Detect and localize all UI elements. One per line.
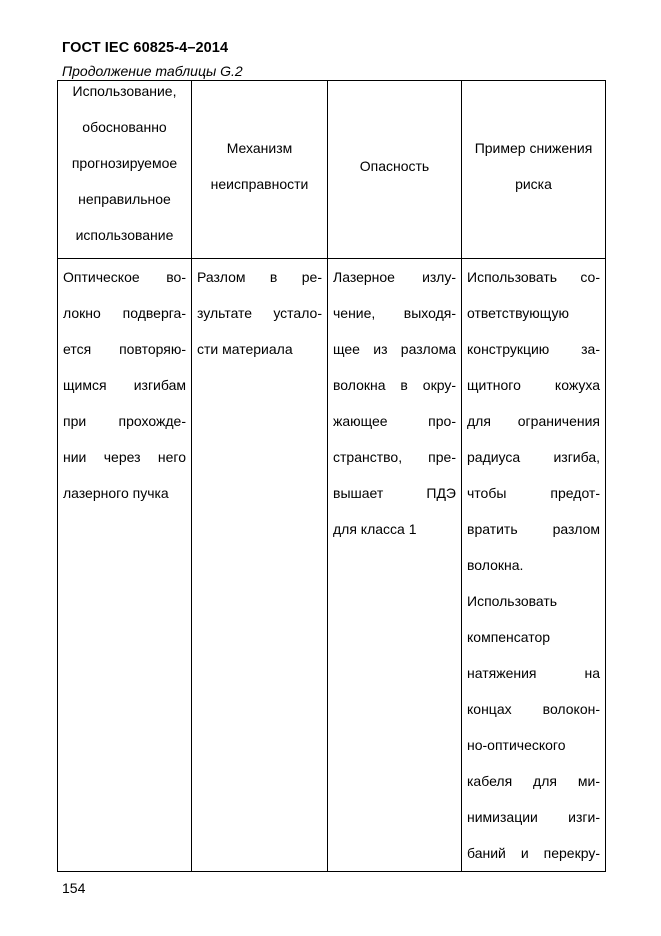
cell-line: лазерного пучка bbox=[63, 485, 169, 501]
cell-line: вратить разлом bbox=[467, 521, 600, 537]
header-line: риска bbox=[515, 175, 552, 192]
cell-line: но-оптического bbox=[467, 737, 566, 753]
header-misuse bbox=[58, 81, 192, 259]
cell-line: щитного кожуха bbox=[467, 377, 600, 393]
cell-misuse bbox=[58, 259, 192, 872]
cell-line: Разлом в ре- bbox=[197, 269, 322, 285]
header-line: неправильное bbox=[78, 191, 171, 207]
header-text bbox=[63, 73, 186, 253]
header-failure-mechanism bbox=[192, 81, 328, 259]
page-number: 154 bbox=[62, 880, 86, 896]
header-line: использование bbox=[75, 227, 174, 243]
cell-line: для ограничения bbox=[467, 413, 600, 429]
cell-line: концах волокон- bbox=[467, 701, 600, 717]
cell-risk-reduction-example bbox=[462, 259, 606, 872]
header-hazard bbox=[328, 81, 462, 259]
cell-line: щее из разлома bbox=[333, 341, 456, 357]
cell-line: при прохожде- bbox=[63, 413, 186, 429]
header-risk-reduction-example bbox=[462, 81, 606, 259]
cell-line: баний и перекру- bbox=[467, 845, 600, 861]
cell-line: жающее про- bbox=[333, 413, 456, 429]
cell-line: волокна. bbox=[467, 557, 524, 573]
document-title: ГОСТ IEC 60825-4–2014 bbox=[62, 40, 229, 56]
header-line: обоснованно bbox=[82, 119, 167, 135]
cell-line: вышает ПДЭ bbox=[333, 485, 456, 501]
cell-line: Использовать со- bbox=[467, 269, 600, 285]
cell-line: для класса 1 bbox=[333, 521, 417, 537]
cell-line: Использовать bbox=[467, 593, 558, 609]
header-text bbox=[197, 130, 322, 202]
cell-line: странство, пре- bbox=[333, 449, 456, 465]
header-line: прогнозируемое bbox=[71, 155, 178, 171]
cell-line: волокна в окру- bbox=[333, 377, 456, 393]
cell-line: щимся изгибам bbox=[63, 377, 186, 393]
cell-line: чтобы предот- bbox=[467, 485, 600, 501]
header-text bbox=[467, 130, 600, 202]
cell-line: сти материала bbox=[197, 341, 293, 357]
header-line: Механизм bbox=[226, 139, 293, 156]
cell-hazard bbox=[328, 259, 462, 872]
cell-failure-mechanism bbox=[192, 259, 328, 872]
cell-line: ется повторяю- bbox=[63, 341, 186, 357]
cell-line: зультате устало- bbox=[197, 305, 322, 321]
cell-line: нимизации изги- bbox=[467, 809, 600, 825]
cell-line: кабеля для ми- bbox=[467, 773, 600, 789]
cell-line: Лазерное излу- bbox=[333, 269, 456, 285]
header-text bbox=[333, 148, 456, 184]
table-continuation-caption: Продолжение таблицы G.2 bbox=[62, 63, 243, 79]
cell-line: натяжения на bbox=[467, 665, 600, 681]
cell-line: чение, выходя- bbox=[333, 305, 456, 321]
cell-line: радиуса изгиба, bbox=[467, 449, 600, 465]
cell-line: локно подверга- bbox=[63, 305, 186, 321]
table-header-row bbox=[58, 81, 606, 259]
cell-line: конструкцию за- bbox=[467, 341, 600, 357]
cell-line: компенсатор bbox=[467, 629, 551, 645]
table-row bbox=[58, 259, 606, 872]
header-line: Пример снижения bbox=[474, 139, 593, 156]
cell-line: нии через него bbox=[63, 449, 186, 465]
header-line: неисправности bbox=[210, 175, 309, 192]
cell-line: ответствующую bbox=[467, 305, 569, 321]
hazard-table bbox=[57, 80, 606, 872]
cell-line: Оптическое во- bbox=[63, 269, 186, 285]
header-line: Опасность bbox=[359, 157, 430, 174]
header-line: Использование, bbox=[72, 83, 177, 99]
